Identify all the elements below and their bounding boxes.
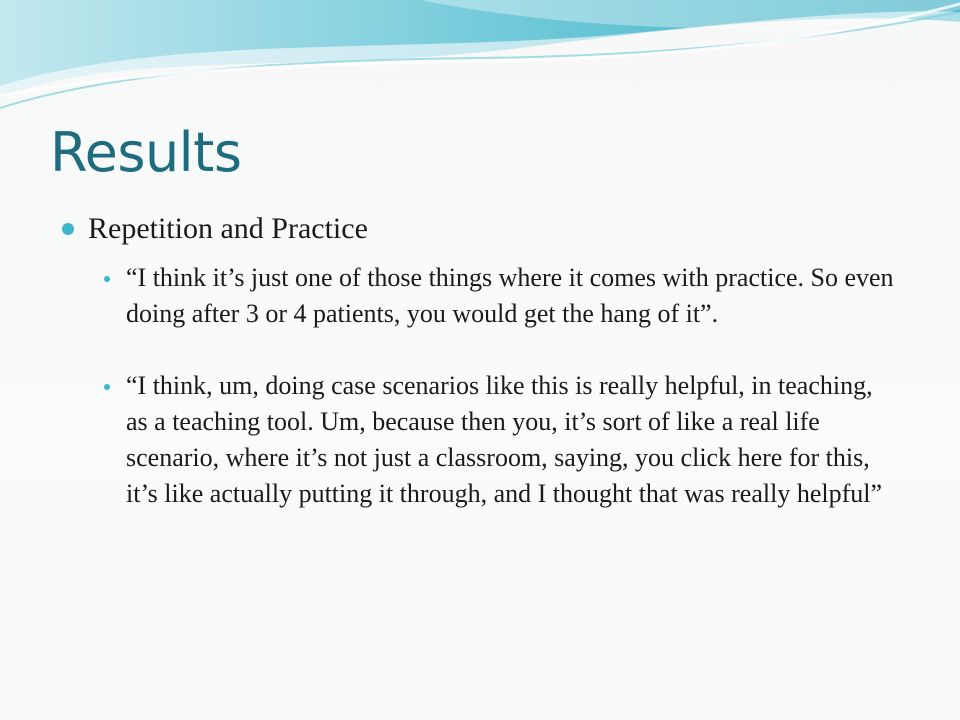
quote-text: “I think it’s just one of those things where it comes with practice. So even doing after 3 or 4 patients, you would get the hang of it”.: [126, 263, 894, 328]
bullet-item-repetition: [60, 208, 910, 250]
bullet-heading-text: Repetition and Practice: [88, 212, 368, 245]
quote-item: [126, 260, 896, 332]
quote-text: “I think, um, doing case scenarios like this is really helpful, in teaching, as a teaching tool. Um, because then you, it’s sort of like a real life scenario, where it’s not just a classroom, saying, you click here for this, it’s like actually putting it through, and I thought that was really helpful”: [126, 371, 883, 508]
bullet-dot-icon: [62, 223, 74, 235]
header-wave-decoration: [0, 0, 960, 120]
sub-bullet-dot-icon: [104, 276, 110, 282]
quote-item: [126, 368, 896, 512]
slide-title: Results: [50, 121, 242, 184]
sub-bullet-dot-icon: [104, 384, 110, 390]
slide-content: [60, 208, 910, 512]
